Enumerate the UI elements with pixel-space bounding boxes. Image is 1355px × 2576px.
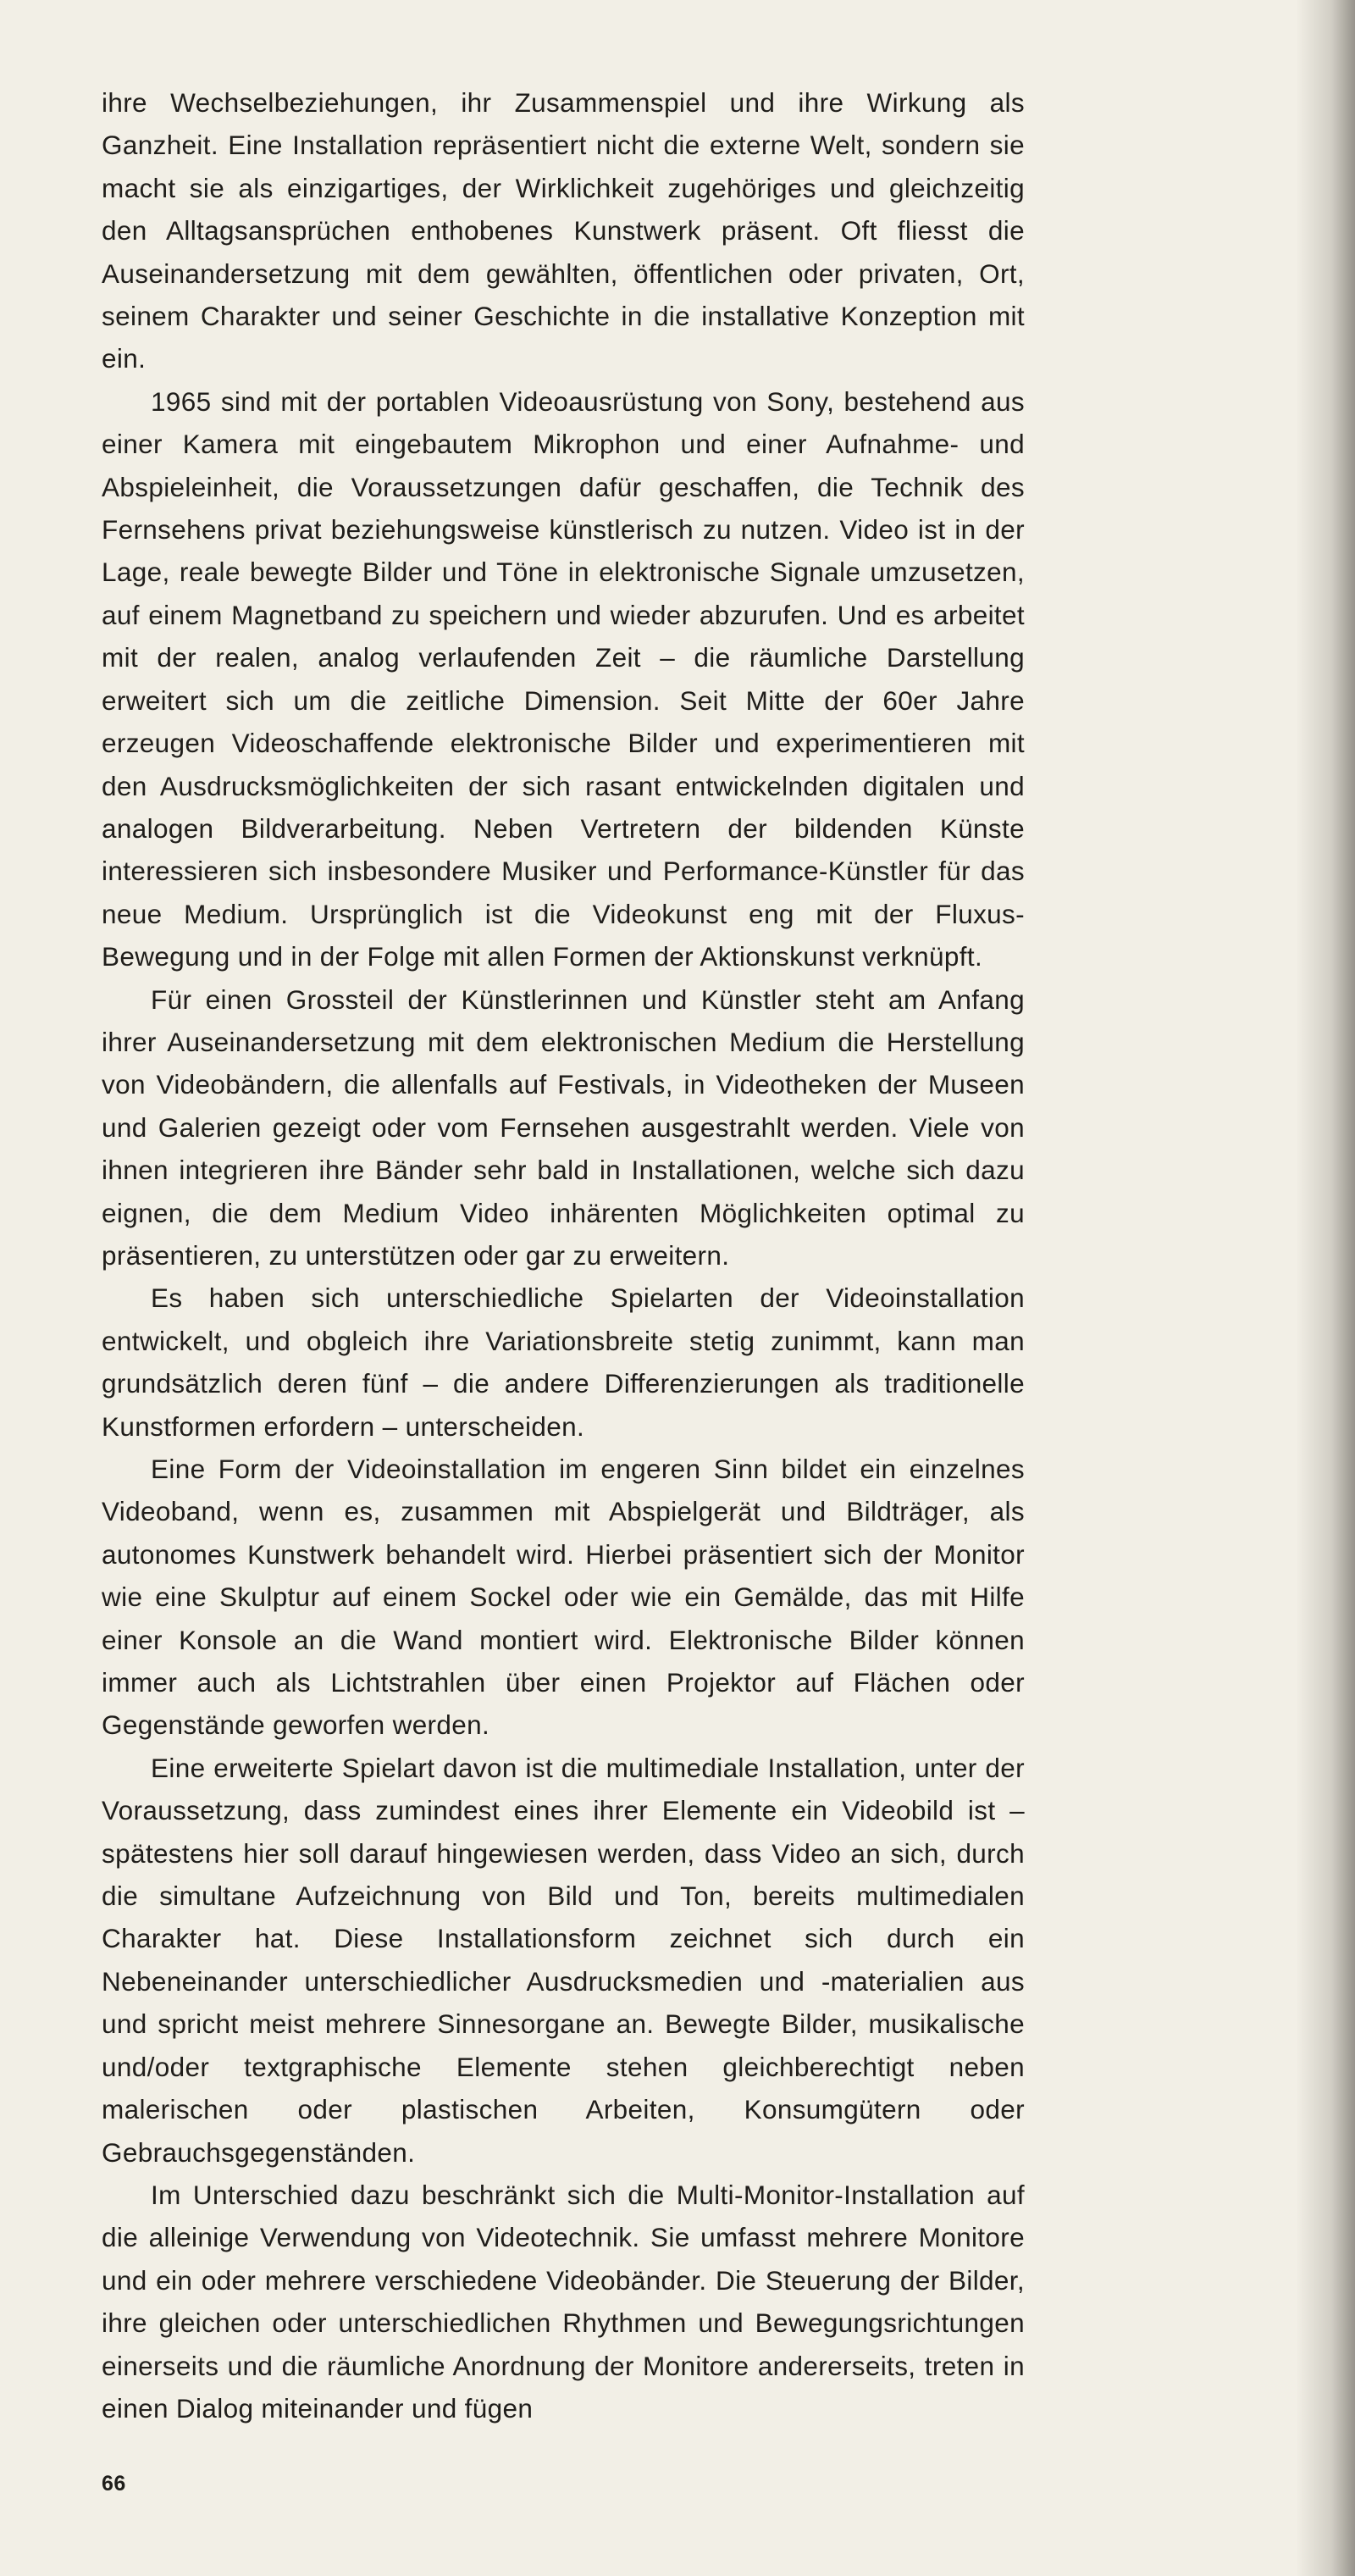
paragraph-7: Im Unterschied dazu beschränkt sich die Multi-Monitor-Installation auf die alleinige Verwendung von Videotechnik. Sie umfasst mehrere Monitore und ein oder mehrere verschiedene Videobänder. Die Steuerung der Bilder, ihre gleichen oder unterschiedlichen Rhythmen und Bewegungsrichtungen einerseits und die räumliche Anordnung der Monitore andererseits, treten in einen Dialog miteinander und fügen bbox=[102, 2179, 1025, 2424]
paragraph-4: Es haben sich unterschiedliche Spielarten der Videoinstallation entwickelt, und obgleich ihre Variationsbreite stetig zunimmt, kann man grundsätzlich deren fünf – die andere Differenzierungen als traditionelle Kunstformen erfordern – unterscheiden. bbox=[102, 1282, 1025, 1442]
paragraph-6: Eine erweiterte Spielart davon ist die multimediale Installation, unter der Voraussetzung, dass zumindest eines ihrer Elemente ein Videobild ist – spätestens hier soll darauf hingewiesen werden, dass Video an sich, durch die simultane Aufzeichnung von Bild und Ton, bereits multimedialen Charakter hat. Diese Installationsform zeichnet sich durch ein Nebeneinander unterschiedlicher Ausdrucksmedien und -materialien aus und spricht meist mehrere Sinnesorgane an. Bewegte Bilder, musikalische und/oder textgraphische Elemente stehen gleichberechtigt neben malerischen oder plastischen Arbeiten, Konsumgütern oder Gebrauchsgegenständen. bbox=[102, 1752, 1025, 2168]
body-text bbox=[102, 81, 1025, 2429]
paragraph-2: 1965 sind mit der portablen Videoausrüstung von Sony, bestehend aus einer Kamera mit eingebautem Mikrophon und einer Aufnahme- und Abspieleinheit, die Voraussetzungen dafür geschaffen, die Technik des Fernsehens privat beziehungsweise künstlerisch zu nutzen. Video ist in der Lage, reale bewegte Bilder und Töne in elektronische Signale umzusetzen, auf einem Magnetband zu speichern und wieder abzurufen. Und es arbeitet mit der realen, analog verlaufenden Zeit – die räumliche Darstellung erweitert sich um die zeitliche Dimension. Seit Mitte der 60er Jahre erzeugen Videoschaffende elektronische Bilder und experimentieren mit den Ausdrucksmöglichkeiten der sich rasant entwickelnden digitalen und analogen Bildverarbeitung. Neben Vertretern der bildenden Künste interessieren sich insbesondere Musiker und Performance-Künstler für das neue Medium. Ursprünglich ist die Videokunst eng mit der Fluxus-Bewegung und in der Folge mit allen Formen der Aktionskunst verknüpft. bbox=[102, 385, 1025, 972]
paragraph-5: Eine Form der Videoinstallation im engeren Sinn bildet ein einzelnes Videoband, wenn es, zusammen mit Abspielgerät und Bildträger, als autonomes Kunstwerk behandelt wird. Hierbei präsentiert sich der Monitor wie eine Skulptur auf einem Sockel oder wie ein Gemälde, das mit Hilfe einer Konsole an die Wand montiert wird. Elektronische Bilder können immer auch als Lichtstrahlen über einen Projektor auf Flächen oder Gegenstände geworfen werden. bbox=[102, 1454, 1025, 1741]
paragraph-1: ihre Wechselbeziehungen, ihr Zusammenspiel und ihre Wirkung als Ganzheit. Eine Installation repräsentiert nicht die externe Welt, sondern sie macht sie als einzigartiges, der Wirklichkeit zugehöriges und gleichzeitig den Alltagsansprüchen enthobenes Kunstwerk präsent. Oft fliesst die Auseinandersetzung mit dem gewählten, öffentlichen oder privaten, Ort, seinem Charakter und seiner Geschichte in die installative Konzeption mit ein. bbox=[102, 87, 1025, 374]
page-edge-shadow bbox=[1296, 0, 1355, 2576]
page-number: 66 bbox=[102, 2472, 126, 2496]
paragraph-3: Für einen Grossteil der Künstlerinnen und Künstler steht am Anfang ihrer Auseinandersetzung mit dem elektronischen Medium die Herstellung von Videobändern, die allenfalls auf Festivals, in Videotheken der Museen und Galerien gezeigt oder vom Fernsehen ausgestrahlt werden. Viele von ihnen integrieren ihre Bänder sehr bald in Installationen, welche sich dazu eignen, die dem Medium Video inhärenten Möglichkeiten optimal zu präsentieren, zu unterstützen oder gar zu erweitern. bbox=[102, 983, 1025, 1271]
